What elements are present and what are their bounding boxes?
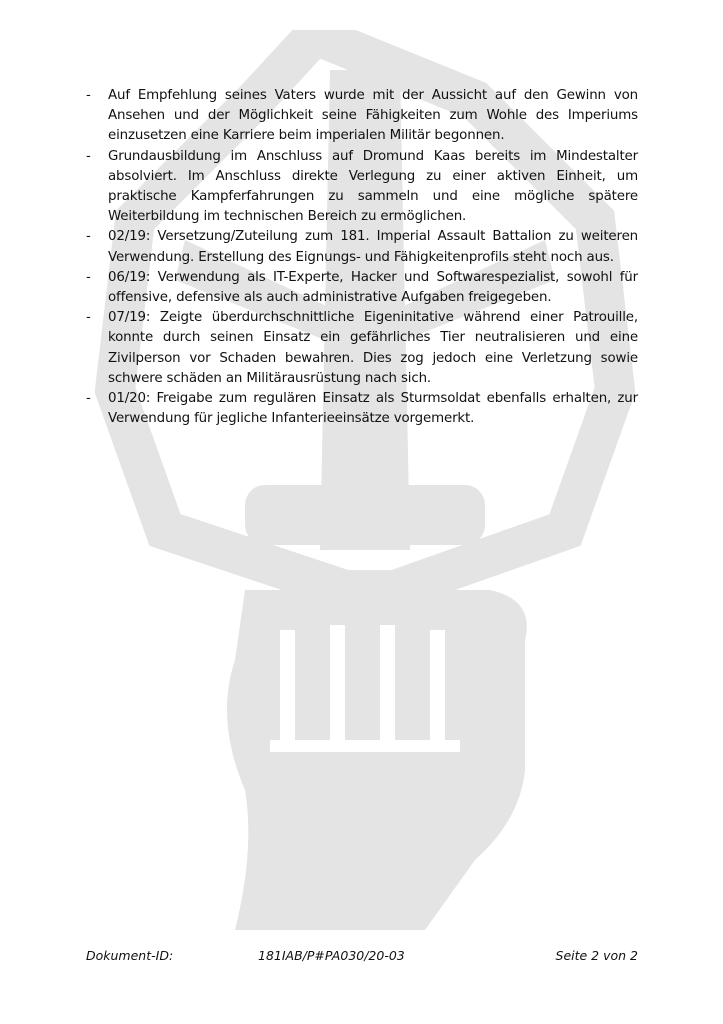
list-item: [86, 86, 638, 147]
bullet-dash: -: [86, 391, 91, 407]
entry-text: 02/19: Versetzung/Zuteilung zum 181. Imperial Assault Battalion zu weiteren Verwendung. Erstellung des Eignungs- und Fähigkeitenprofils steht noch aus.: [108, 229, 638, 265]
entry-text: Auf Empfehlung seines Vaters wurde mit der Aussicht auf den Gewinn von Ansehen und der Möglichkeit seine Fähigkeiten zum Wohle des Imperiums einzusetzen eine Karriere beim imperialen Militär begonnen.: [108, 88, 638, 144]
page-number: Seite 2 von 2: [555, 948, 638, 963]
entry-text: 06/19: Verwendung als IT-Experte, Hacker und Softwarespezialist, sowohl für offensive, defensive als auch administrative Aufgaben freigegeben.: [108, 269, 638, 306]
bullet-dash: -: [86, 148, 91, 164]
entry-text: Grundausbildung im Anschluss auf Dromund Kaas bereits im Mindestalter absolviert. Im Anschluss direkte Verlegung zu einer aktiven Einheit, um praktische Kampferfahrungen zu sammeln und eine mögliche spätere Weiterbildung im technischen Bereich zu ermöglichen.: [108, 148, 638, 225]
bullet-dash: -: [86, 310, 91, 326]
list-item: [86, 268, 638, 308]
bullet-dash: -: [86, 269, 91, 285]
list-item: [86, 147, 638, 228]
entry-text: 01/20: Freigabe zum regulären Einsatz als Sturmsoldat ebenfalls erhalten, zur Verwendung für jegliche Infanterieeinsätze vorgemerkt.: [108, 391, 638, 427]
list-item: [86, 227, 638, 267]
document-id-value: 181IAB/P#PA030/20-03: [258, 948, 405, 963]
career-entries-list: [86, 86, 638, 429]
list-item: [86, 389, 638, 429]
bullet-dash: -: [86, 229, 91, 245]
document-id-label: Dokument-ID:: [86, 948, 174, 963]
page-footer: [86, 948, 638, 968]
entry-text: 07/19: Zeigte überdurchschnittliche Eigeninitative während einer Patrouille, konnte durch seinen Einsatz ein gefährliches Tier neutralisieren und eine Zivilperson vor Schaden bewahren. Dies zog jedoch eine Verletzung sowie schwere schäden an Militärausrüstung nach sich.: [108, 310, 638, 386]
bullet-dash: -: [86, 88, 91, 103]
career-history: [86, 86, 638, 429]
list-item: [86, 308, 638, 389]
